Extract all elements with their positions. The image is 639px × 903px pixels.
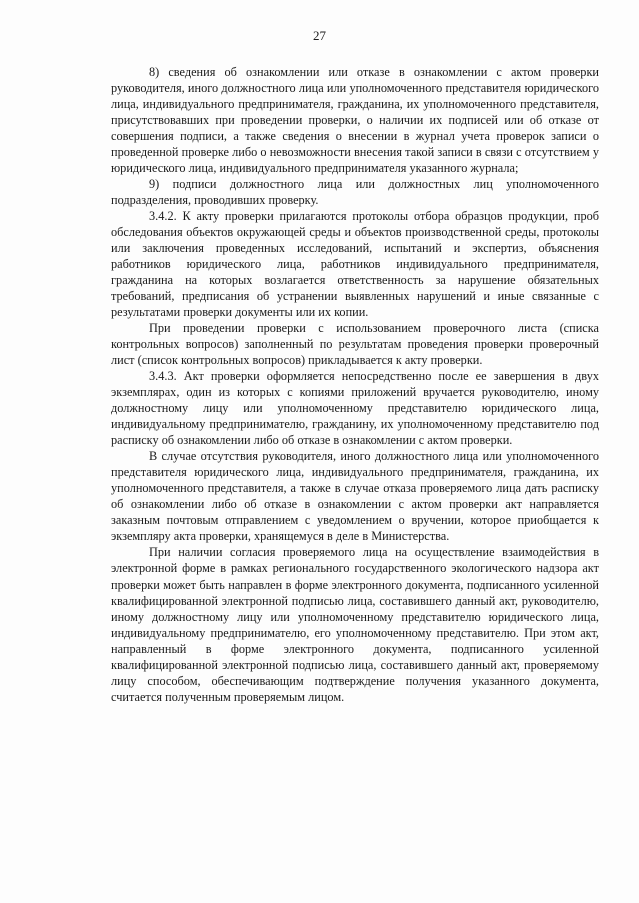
page-number: 27 <box>313 28 326 43</box>
paragraph-3-4-2: 3.4.2. К акту проверки прилагаются протоколы отбора образцов продукции, проб обследования объектов окружающей среды и объектов производственной среды, протоколы или заключения проведенных исследований, испытаний и экспертиз, объяснения работников юридического лица, работников индивидуального предпринимателя, гражданина на которых возлагается ответственность за нарушение обязательных требований, предписания об устранении выявленных нарушений и иные связанные с результатами проверки документы или их копии. <box>111 209 599 320</box>
document-body <box>111 64 599 705</box>
paragraph-absence-case: В случае отсутствия руководителя, иного должностного лица или уполномоченного представителя юридического лица, индивидуального предпринимателя, гражданина, их уполномоченного представителя, а также в случае отказа проверяемого лица дать расписку об ознакомлении либо об отказе в ознакомлении с актом проверки акт направляется заказным почтовым отправлением с уведомлением о вручении, которое приобщается к экземпляру акта проверки, хранящемуся в деле в Министерства. <box>111 449 599 544</box>
paragraph-3-4-3: 3.4.3. Акт проверки оформляется непосредственно после ее завершения в двух экземплярах, один из которых с копиями приложений вручается руководителю, иному должностному лицу или уполномоченному представителю юридического лица, индивидуальному предпринимателю, гражданину, их уполномоченному представителю под расписку об ознакомлении либо об отказе в ознакомлении с актом проверки. <box>111 369 599 448</box>
paragraph-electronic-form: При наличии согласия проверяемого лица на осуществление взаимодействия в электронной форме в рамках регионального государственного экологического надзора акт проверки может быть направлен в форме электронного документа, подписанного усиленной квалифицированной электронной подписью лица, составившего данный акт, руководителю, иному должностному лицу или уполномоченному представителю юридического лица, индивидуальному предпринимателю, его уполномоченному представителю. При этом акт, направленный в форме электронного документа, подписанного усиленной квалифицированной электронной подписью лица, составившего данный акт, проверяемому лицу способом, обеспечивающим подтверждение получения указанного документа, считается полученным проверяемым лицом. <box>111 545 599 704</box>
paragraph-checklist: При проведении проверки с использованием проверочного листа (списка контрольных вопросов) заполненный по результатам проведения проверки проверочный лист (список контрольных вопросов) прикладывается к акту проверки. <box>111 321 599 368</box>
paragraph-item-8: 8) сведения об ознакомлении или отказе в ознакомлении с актом проверки руководителя, иного должностного лица или уполномоченного представителя юридического лица, индивидуального предпринимателя, гражданина, их уполномоченного представителя, присутствовавших при проведении проверки, о наличии их подписей или об отказе от совершения подписи, а также сведения о внесении в журнал учета проверок записи о проведенной проверке либо о невозможности внесения такой записи в связи с отсутствием у юридического лица, индивидуального предпринимателя указанного журнала; <box>111 65 599 176</box>
paragraph-item-9: 9) подписи должностного лица или должностных лиц уполномоченного подразделения, проводивших проверку. <box>111 177 599 208</box>
